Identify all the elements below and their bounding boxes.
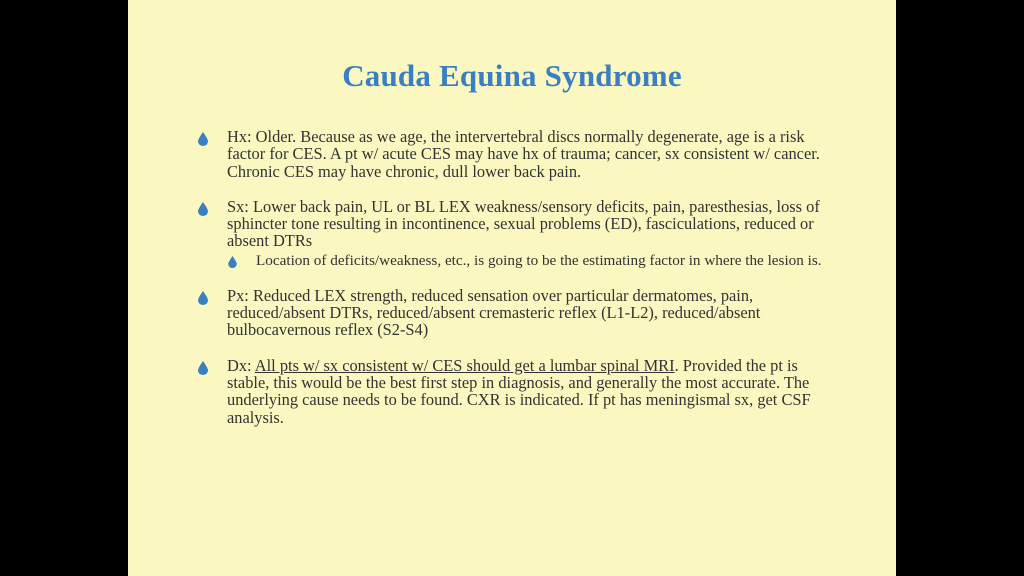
bullet-text-prefix: Dx:: [227, 355, 255, 375]
bullet-sx: [196, 198, 826, 269]
slide-title: Cauda Equina Syndrome: [342, 58, 682, 93]
slide: [128, 0, 896, 576]
bullet-hx: [196, 128, 826, 180]
bullet-text-emphasis: All pts w/ sx consistent w/ CES should get a lumbar spinal MRI: [254, 355, 675, 375]
bullet-list: [196, 128, 826, 444]
bullet-text: Px: Reduced LEX strength, reduced sensation over particular dermatomes, pain, reduced/absent DTRs, reduced/absent cremasteric reflex (L1-L2), reduced/absent bulbocavernous reflex (S2-S4): [227, 285, 761, 340]
bullet-text: Hx: Older. Because as we age, the intervertebral discs normally degenerate, age is a risk factor for CES. A pt w/ acute CES may have hx of trauma; cancer, sx consistent w/ cancer. Chronic CES may have chronic, dull lower back pain.: [227, 127, 820, 181]
bullet-dx: [196, 357, 826, 426]
bullet-text-rest: . Provided the pt is stable, this would be the best first step in diagnosis, and generally the most accurate. The underlying cause needs to be found. CXR is indicated. If pt has meningismal sx, get CSF analysis.: [227, 355, 811, 427]
sub-bullet-location: [227, 252, 826, 269]
bullet-text: Sx: Lower back pain, UL or BL LEX weakness/sensory deficits, pain, paresthesias, loss of sphincter tone resulting in incontinence, sexual problems (ED), fasciculations, reduced or absent DTRs: [227, 196, 820, 251]
bullet-px: [196, 287, 826, 339]
water-drop-icon: [228, 256, 237, 268]
sub-bullet-text: Location of deficits/weakness, etc., is going to be the estimating factor in where the lesion is.: [256, 251, 822, 269]
water-drop-icon: [198, 202, 208, 216]
water-drop-icon: [198, 132, 208, 146]
water-drop-icon: [198, 291, 208, 305]
water-drop-icon: [198, 361, 208, 375]
